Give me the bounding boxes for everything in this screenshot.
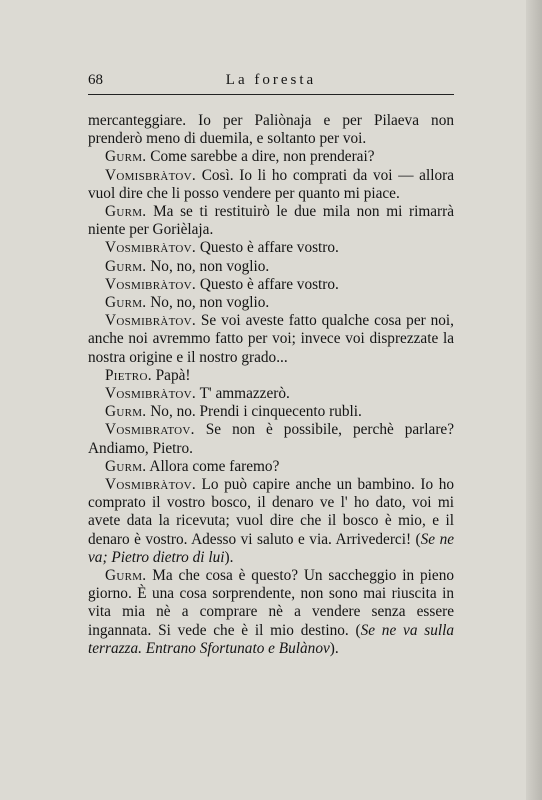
speaker-name: Vosmibràtov. <box>105 385 197 403</box>
speaker-name: Vosmibràtov. <box>105 275 197 293</box>
dialogue-paragraph <box>88 112 454 148</box>
dialogue-text: Come sarebbe a dire, non prenderai? <box>146 148 375 166</box>
body-text <box>88 112 454 658</box>
speaker-name: Gurm. <box>105 403 147 421</box>
speaker-name: Gurm. <box>105 148 147 166</box>
dialogue-paragraph <box>88 148 454 166</box>
dialogue-text: No, no, non voglio. <box>146 294 270 312</box>
speaker-name: Vosmibràtov. <box>105 312 197 330</box>
dialogue-text: T' ammazzerò. <box>196 385 290 403</box>
dialogue-paragraph <box>88 421 454 457</box>
dialogue-paragraph <box>88 476 454 567</box>
dialogue-text: Se voi aveste fatto qualche cosa per noi, anche noi avremmo fatto per voi; invece voi disprezzate la nostra origine e il nostro grado... <box>88 312 454 366</box>
dialogue-text: Papà! <box>151 366 191 384</box>
speaker-name: Gurm. <box>105 567 147 585</box>
dialogue-paragraph <box>88 385 454 403</box>
speaker-name: Pietro. <box>105 366 152 384</box>
dialogue-paragraph <box>88 203 454 239</box>
page-number: 68 <box>88 72 103 88</box>
dialogue-text: Così. Io li ho comprati da voi — allora vuol dire che li posso vendere per quanto mi piace. <box>88 166 454 202</box>
stage-direction: Se ne va; Pietro dietro di lui <box>88 530 455 566</box>
dialogue-paragraph <box>88 294 454 312</box>
dialogue-paragraph <box>88 458 454 476</box>
dialogue-paragraph <box>88 258 454 276</box>
speaker-name: Gurm. <box>105 294 147 312</box>
dialogue-text: Lo può capire anche un bambino. Io ho comprato il vostro bosco, il denaro ve l' ho dato, voi mi avete data la ricevuta; vuol dire che il bosco è mio, e il denaro è vostro. Adesso vi saluto e via. Arrivederci! ( <box>88 476 454 548</box>
dialogue-text: No, no, non voglio. <box>146 257 270 275</box>
speaker-name: Vosmibràtov. <box>105 476 197 494</box>
running-title: La foresta <box>225 72 317 88</box>
closing-punctuation: ). <box>224 548 234 566</box>
dialogue-text: Questo è affare vostro. <box>196 239 339 257</box>
stage-direction: Se ne va sulla terrazza. Entrano Sfortunato e Bulànov <box>88 621 454 657</box>
speaker-name: Vosmibràtov. <box>105 239 197 257</box>
speaker-name: Gurm. <box>105 457 147 475</box>
dialogue-text: Questo è affare vostro. <box>196 275 339 293</box>
dialogue-paragraph <box>88 567 454 658</box>
dialogue-text: Ma se ti restituirò le due mila non mi rimarrà niente per Gorièlaja. <box>88 203 454 239</box>
dialogue-paragraph <box>88 239 454 257</box>
speaker-name: Gurm. <box>105 257 147 275</box>
speaker-name: Vosmibratov. <box>105 421 195 439</box>
speaker-name: Gurm. <box>105 203 147 221</box>
speaker-name: Vomisbràtov. <box>105 166 197 184</box>
dialogue-paragraph <box>88 276 454 294</box>
page-edge-shadow <box>526 0 542 800</box>
dialogue-text: Se non è possibile, perchè parlare? Andiamo, Pietro. <box>88 421 454 457</box>
dialogue-text: No, no. Prendi i cinquecento rubli. <box>146 403 362 421</box>
dialogue-text: mercanteggiare. Io per Paliònaja e per Pilaeva non prenderò meno di duemila, e soltanto per voi. <box>88 112 454 148</box>
dialogue-paragraph <box>88 403 454 421</box>
dialogue-paragraph <box>88 312 454 367</box>
page-header <box>88 72 454 95</box>
dialogue-paragraph <box>88 167 454 203</box>
closing-punctuation: ). <box>329 639 339 657</box>
dialogue-text: Ma che cosa è questo? Un saccheggio in pieno giorno. È una cosa sorprendente, non sono mai riuscita in vita mia nè a comprare nè a vendere senza essere ingannata. Si vede che è il mio destino. ( <box>88 567 454 639</box>
dialogue-text: Allora come faremo? <box>146 457 280 475</box>
dialogue-paragraph <box>88 367 454 385</box>
